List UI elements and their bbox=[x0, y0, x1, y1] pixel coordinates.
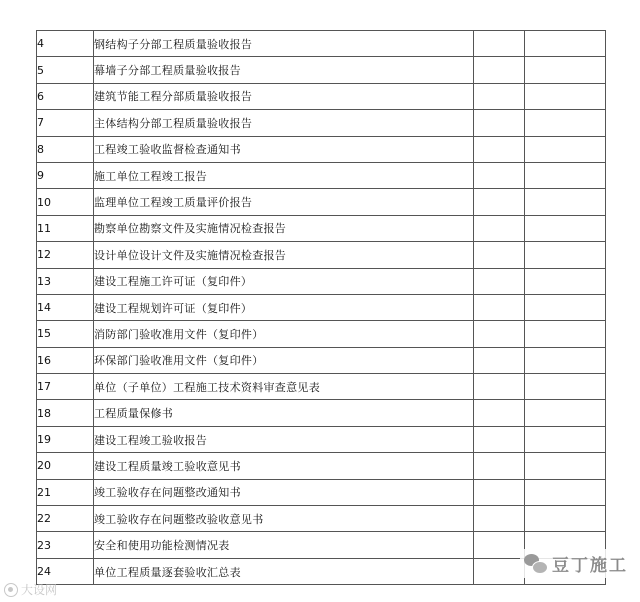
document-name: 工程质量保修书 bbox=[94, 400, 474, 426]
watermark-brand-name: 豆丁施工 bbox=[552, 556, 628, 576]
empty-cell bbox=[525, 189, 606, 215]
table-row bbox=[37, 426, 606, 452]
row-number: 22 bbox=[37, 506, 94, 532]
table-row bbox=[37, 294, 606, 320]
empty-cell bbox=[474, 532, 525, 558]
empty-cell bbox=[474, 374, 525, 400]
table-row bbox=[37, 453, 606, 479]
document-name: 单位工程质量逐套验收汇总表 bbox=[94, 558, 474, 584]
row-number: 9 bbox=[37, 162, 94, 188]
watermark-right bbox=[520, 549, 632, 578]
table-row bbox=[37, 189, 606, 215]
empty-cell bbox=[474, 57, 525, 83]
row-number: 7 bbox=[37, 110, 94, 136]
table-row bbox=[37, 242, 606, 268]
document-name: 设计单位设计文件及实施情况检查报告 bbox=[94, 242, 474, 268]
empty-cell bbox=[474, 215, 525, 241]
row-number: 8 bbox=[37, 136, 94, 162]
document-name: 环保部门验收准用文件（复印件） bbox=[94, 347, 474, 373]
document-name: 单位（子单位）工程施工技术资料审查意见表 bbox=[94, 374, 474, 400]
empty-cell bbox=[525, 215, 606, 241]
table-row bbox=[37, 31, 606, 57]
table-row bbox=[37, 479, 606, 505]
row-number: 5 bbox=[37, 57, 94, 83]
empty-cell bbox=[474, 189, 525, 215]
document-name: 施工单位工程竣工报告 bbox=[94, 162, 474, 188]
empty-cell bbox=[474, 31, 525, 57]
empty-cell bbox=[474, 453, 525, 479]
row-number: 21 bbox=[37, 479, 94, 505]
row-number: 17 bbox=[37, 374, 94, 400]
table-row bbox=[37, 506, 606, 532]
table-row bbox=[37, 347, 606, 373]
document-name: 消防部门验收准用文件（复印件） bbox=[94, 321, 474, 347]
empty-cell bbox=[525, 83, 606, 109]
watermark-left bbox=[4, 581, 57, 598]
empty-cell bbox=[525, 347, 606, 373]
empty-cell bbox=[474, 347, 525, 373]
row-number: 12 bbox=[37, 242, 94, 268]
document-name: 安全和使用功能检测情况表 bbox=[94, 532, 474, 558]
table-row bbox=[37, 374, 606, 400]
acceptance-documents-table bbox=[36, 30, 606, 585]
empty-cell bbox=[525, 136, 606, 162]
row-number: 19 bbox=[37, 426, 94, 452]
empty-cell bbox=[525, 110, 606, 136]
empty-cell bbox=[525, 426, 606, 452]
row-number: 16 bbox=[37, 347, 94, 373]
empty-cell bbox=[525, 479, 606, 505]
document-name: 建筑节能工程分部质量验收报告 bbox=[94, 83, 474, 109]
empty-cell bbox=[525, 506, 606, 532]
empty-cell bbox=[474, 83, 525, 109]
empty-cell bbox=[525, 400, 606, 426]
empty-cell bbox=[525, 57, 606, 83]
empty-cell bbox=[474, 321, 525, 347]
empty-cell bbox=[474, 136, 525, 162]
empty-cell bbox=[474, 400, 525, 426]
table-row bbox=[37, 110, 606, 136]
row-number: 24 bbox=[37, 558, 94, 584]
empty-cell bbox=[474, 558, 525, 584]
document-name: 幕墙子分部工程质量验收报告 bbox=[94, 57, 474, 83]
row-number: 4 bbox=[37, 31, 94, 57]
table-row bbox=[37, 321, 606, 347]
empty-cell bbox=[474, 426, 525, 452]
table-body bbox=[37, 31, 606, 585]
row-number: 6 bbox=[37, 83, 94, 109]
empty-cell bbox=[525, 268, 606, 294]
row-number: 11 bbox=[37, 215, 94, 241]
row-number: 23 bbox=[37, 532, 94, 558]
document-name: 主体结构分部工程质量验收报告 bbox=[94, 110, 474, 136]
row-number: 20 bbox=[37, 453, 94, 479]
empty-cell bbox=[474, 110, 525, 136]
empty-cell bbox=[474, 506, 525, 532]
table-row bbox=[37, 136, 606, 162]
row-number: 13 bbox=[37, 268, 94, 294]
document-name: 建设工程规划许可证（复印件） bbox=[94, 294, 474, 320]
table-row bbox=[37, 57, 606, 83]
empty-cell bbox=[525, 162, 606, 188]
wechat-icon bbox=[524, 554, 548, 574]
document-name: 建设工程质量竣工验收意见书 bbox=[94, 453, 474, 479]
document-name: 竣工验收存在问题整改通知书 bbox=[94, 479, 474, 505]
empty-cell bbox=[525, 242, 606, 268]
row-number: 15 bbox=[37, 321, 94, 347]
document-name: 钢结构子分部工程质量验收报告 bbox=[94, 31, 474, 57]
table-row bbox=[37, 83, 606, 109]
watermark-logo-icon bbox=[4, 583, 18, 597]
document-name: 竣工验收存在问题整改验收意见书 bbox=[94, 506, 474, 532]
watermark-left-text: 大设网 bbox=[21, 583, 58, 597]
empty-cell bbox=[474, 268, 525, 294]
empty-cell bbox=[474, 479, 525, 505]
empty-cell bbox=[525, 374, 606, 400]
document-name: 勘察单位勘察文件及实施情况检查报告 bbox=[94, 215, 474, 241]
table-row bbox=[37, 268, 606, 294]
document-name: 工程竣工验收监督检查通知书 bbox=[94, 136, 474, 162]
table-row bbox=[37, 215, 606, 241]
empty-cell bbox=[525, 294, 606, 320]
empty-cell bbox=[474, 294, 525, 320]
document-name: 建设工程施工许可证（复印件） bbox=[94, 268, 474, 294]
table-row bbox=[37, 400, 606, 426]
row-number: 10 bbox=[37, 189, 94, 215]
empty-cell bbox=[525, 321, 606, 347]
document-name: 建设工程竣工验收报告 bbox=[94, 426, 474, 452]
empty-cell bbox=[525, 31, 606, 57]
empty-cell bbox=[474, 162, 525, 188]
table-row bbox=[37, 162, 606, 188]
document-name: 监理单位工程竣工质量评价报告 bbox=[94, 189, 474, 215]
empty-cell bbox=[525, 453, 606, 479]
empty-cell bbox=[474, 242, 525, 268]
row-number: 18 bbox=[37, 400, 94, 426]
row-number: 14 bbox=[37, 294, 94, 320]
